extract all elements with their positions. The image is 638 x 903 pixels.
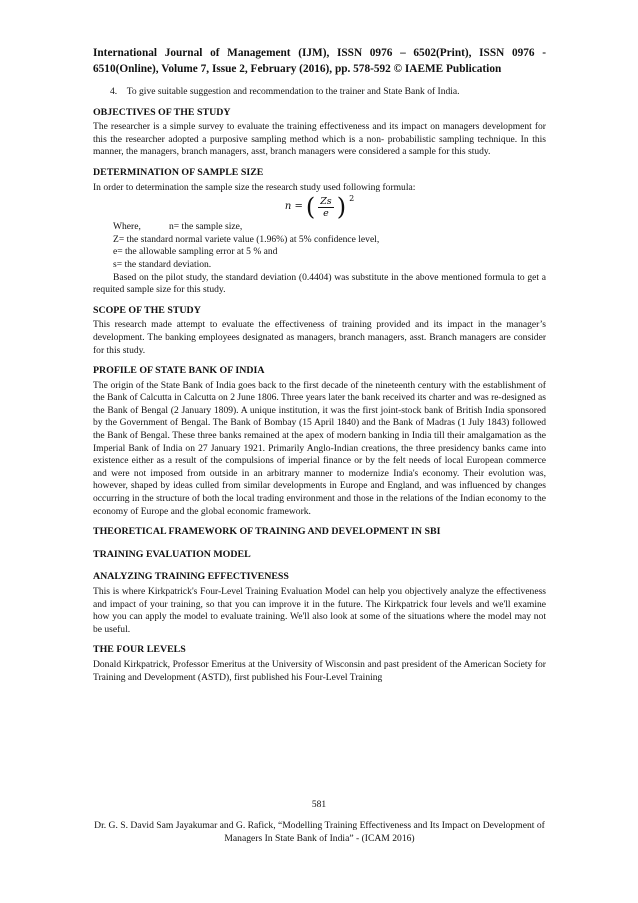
framework-heading: THEORETICAL FRAMEWORK OF TRAINING AND DEVELOPMENT IN SBI <box>93 526 441 538</box>
objective-list-item-4: 4. To give suitable suggestion and recommendation to the trainer and State Bank of India. <box>110 86 460 97</box>
scope-text: This research made attempt to evaluate the effectiveness of training provided and its impact in the manager’s development. The banking employees designated as managers, branch managers, asst. Branch managers are consider for this study. <box>93 319 546 356</box>
profile-text: The origin of the State Bank of India goes back to the first decade of the nineteenth century with the establishment of the Bank of Calcutta in Calcutta on 2 June 1806. Three years later the bank received its charter and was re-designed as the Bank of Bengal (2 January 1809). A unique institution, it was the first joint-stock bank of British India sponsored by the Government of Bengal. The Bank of Bombay (15 April 1840) and the Bank of Madras (1 July 1843) followed the Bank of Bengal. These three banks remained at the apex of modern banking in India till their amalgamation as the Imperial Bank of India on 27 January 1921. Primarily Anglo-Indian creations, the three presidency banks came into existence either as a result of the compulsions of imperial finance or by the felt needs of local European commerce and were not imposed from outside in an arbitrary manner to modernize India's economy. Their evolution was, however, shaped by ideas culled from similar developments in Europe and England, and was influenced by changes occurring in the structure of both the local trading environment and those in the relations of the Indian economy to the economy of Europe and the global economic framework. <box>93 379 546 517</box>
analyzing-heading: ANALYZING TRAINING EFFECTIVENESS <box>93 571 289 583</box>
footer-citation: Dr. G. S. David Sam Jayakumar and G. Rafick, “Modelling Training Effectiveness and Its Impact on Development of Managers In State Bank of India” - (ICAM 2016) <box>94 820 545 844</box>
analyzing-text: This is where Kirkpatrick's Four-Level Training Evaluation Model can help you objectively analyze the effectiveness and impact of your training, so that you can improve it in the future. The Kirkpatrick four levels and we'll examine how you can apply the model to evaluate training. We'll also look at some of the situations where the model may not be useful. <box>93 586 546 635</box>
sample-size-formula <box>93 193 546 222</box>
four-levels-heading: THE FOUR LEVELS <box>93 644 186 656</box>
where-label: Where, <box>113 221 141 233</box>
page-body <box>93 86 546 684</box>
page-number: 581 <box>311 800 327 810</box>
four-levels-text: Donald Kirkpatrick, Professor Emeritus at the University of Wisconsin and past president of the American Society for Training and Development (ASTD), first published his Four-Level Training <box>93 658 546 683</box>
profile-heading: PROFILE OF STATE BANK OF INDIA <box>93 365 265 377</box>
sample-size-heading: DETERMINATION OF SAMPLE SIZE <box>93 166 264 178</box>
journal-header: International Journal of Management (IJM), ISSN 0976 – 6502(Print), ISSN 0976 - 6510(Online), Volume 7, Issue 2, February (2016), pp. 578-592 © IAEME Publication <box>93 47 546 75</box>
formula-lhs: n = <box>284 200 303 212</box>
sample-size-intro: In order to determination the sample size the research study used following formula: <box>93 181 416 193</box>
formula-exponent: 2 <box>349 194 355 204</box>
objectives-text: The researcher is a simple survey to evaluate the training effectiveness and its impact on managers development for this the researcher adopted a purposive sampling method which is a non- probabilistic sampling technique. In this manner, the managers, branch managers, asst, branch managers were considered a sample for this study. <box>93 121 546 158</box>
e-definition: e= the allowable sampling error at 5 % and <box>113 246 278 258</box>
n-definition: n= the sample size, <box>169 221 243 233</box>
formula-denominator: e <box>323 207 329 219</box>
evaluation-model-heading: TRAINING EVALUATION MODEL <box>93 548 251 560</box>
formula-fraction <box>318 196 333 219</box>
s-definition: s= the standard deviation. <box>113 258 212 270</box>
formula-right-paren: ) <box>336 193 347 222</box>
objectives-heading: OBJECTIVES OF THE STUDY <box>93 106 231 118</box>
where-line <box>93 221 546 234</box>
scope-heading: SCOPE OF THE STUDY <box>93 304 201 316</box>
formula-numerator: Zs <box>320 195 332 207</box>
pilot-study-text: Based on the pilot study, the standard deviation (0.4404) was substitute in the above mentioned formula to get a requited sample size for this study. <box>93 271 546 296</box>
formula-left-paren: ( <box>305 193 316 222</box>
z-definition: Z= the standard normal variete value (1.96%) at 5% confidence level, <box>113 233 380 245</box>
